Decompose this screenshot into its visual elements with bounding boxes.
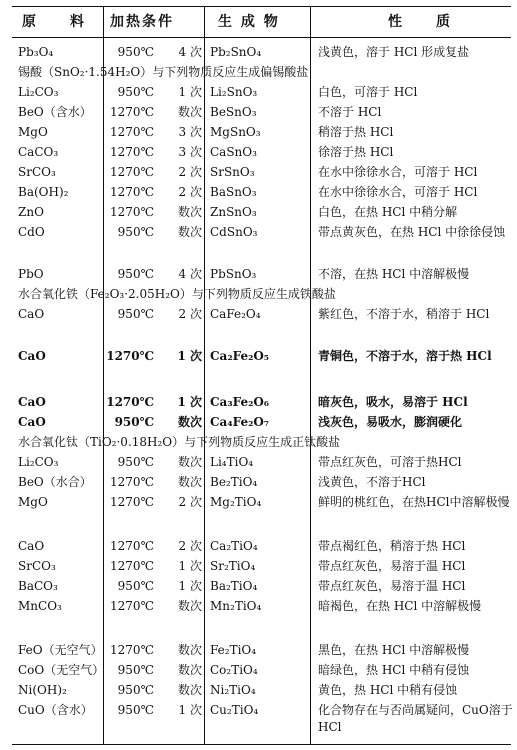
product-cell: Ba₂TiO₄: [210, 579, 258, 593]
times-cell: 数次: [177, 643, 202, 657]
section-heading: 锡酸（SnO₂·1.54H₂O）与下列物质反应生成偏锡酸盐: [18, 65, 309, 79]
temp-cell: 1270℃: [110, 559, 154, 573]
table-row: [0, 492, 517, 532]
table-row: [0, 452, 517, 472]
temp-cell: 950℃: [117, 703, 154, 717]
product-cell: BeSnO₃: [210, 105, 257, 119]
times-cell: 4 次: [178, 267, 202, 281]
material-cell: CoO（无空气）: [18, 663, 105, 677]
product-cell: CaFe₂O₄: [210, 307, 261, 321]
times-cell: 4 次: [178, 45, 202, 59]
product-cell: PbSnO₃: [210, 267, 257, 281]
product-cell: Li₄TiO₄: [210, 455, 254, 469]
temp-cell: 950℃: [117, 45, 154, 59]
product-cell: Ca₃Fe₂O₆: [210, 395, 270, 409]
property-cell: 不溶，在热 HCl 中溶解极慢: [318, 267, 470, 281]
product-cell: Ca₂TiO₄: [210, 539, 258, 553]
table-row: [0, 472, 517, 492]
material-cell: SrCO₃: [18, 165, 56, 179]
material-cell: CaO: [18, 395, 46, 409]
material-cell: BaCO₃: [18, 579, 58, 593]
header-material: 原 料: [22, 14, 86, 30]
property-cell: 黄色，热 HCl 中稍有侵蚀: [318, 683, 458, 697]
material-cell: CaO: [18, 415, 46, 429]
section-heading: 水合氧化铁（Fe₂O₃·2.05H₂O）与下列物质反应生成铁酸盐: [18, 287, 336, 301]
property-cell: 带点红灰色，易溶于温 HCl: [318, 559, 466, 573]
temp-cell: 1270℃: [110, 165, 154, 179]
temp-cell: 1270℃: [110, 599, 154, 613]
table-row: [0, 392, 517, 412]
temp-cell: 950℃: [114, 415, 154, 429]
property-cell: 紫红色，不溶于水，稍溶于 HCl: [318, 307, 490, 321]
temp-cell: 1270℃: [110, 475, 154, 489]
product-cell: Cu₂TiO₄: [210, 703, 259, 717]
times-cell: 1 次: [177, 349, 202, 363]
table-row: [0, 264, 517, 284]
table-row: [0, 536, 517, 556]
material-cell: PbO: [18, 267, 44, 281]
temp-cell: 1270℃: [110, 205, 154, 219]
material-cell: CaO: [18, 539, 45, 553]
material-cell: FeO（无空气）: [18, 643, 103, 657]
product-cell: MgSnO₃: [210, 125, 261, 139]
product-cell: BaSnO₃: [210, 185, 257, 199]
table-row: [0, 596, 517, 636]
times-cell: 1 次: [178, 85, 202, 99]
material-cell: SrCO₃: [18, 559, 56, 573]
property-cell: 带点黄灰色，在热 HCl 中徐徐侵蚀: [318, 225, 506, 239]
table-row: [0, 576, 517, 596]
property-cell: 黑色，在热 HCl 中溶解极慢: [318, 643, 470, 657]
top-rule: [12, 6, 511, 7]
material-cell: MnCO₃: [18, 599, 62, 613]
material-cell: MgO: [18, 495, 48, 509]
times-cell: 数次: [177, 475, 202, 489]
product-cell: CaSnO₃: [210, 145, 257, 159]
times-cell: 2 次: [178, 185, 202, 199]
temp-cell: 950℃: [117, 455, 154, 469]
temp-cell: 1270℃: [110, 643, 154, 657]
times-cell: 2 次: [178, 307, 202, 321]
material-cell: Ni(OH)₂: [18, 683, 67, 697]
table-row: [0, 182, 517, 202]
times-cell: 1 次: [178, 579, 202, 593]
table-row: [0, 304, 517, 344]
product-cell: SrSnO₃: [210, 165, 255, 179]
material-cell: Pb₃O₄: [18, 45, 54, 59]
table-row: [0, 122, 517, 142]
property-cell: 浅灰色，易吸水，膨润硬化: [318, 415, 463, 429]
product-cell: Co₂TiO₄: [210, 663, 258, 677]
product-cell: Mg₂TiO₄: [210, 495, 262, 509]
material-cell: CaO: [18, 349, 46, 363]
property-cell: 在水中徐徐水合，可溶于 HCl: [318, 165, 478, 179]
property-cell: 稍溶于热 HCl: [318, 125, 394, 139]
times-cell: 2 次: [178, 495, 202, 509]
property-cell: 暗绿色，热 HCl 中稍有侵蚀: [318, 663, 470, 677]
property-cell: 暗褐色，在热 HCl 中溶解极慢: [318, 599, 482, 613]
times-cell: 数次: [177, 599, 202, 613]
material-cell: Ba(OH)₂: [18, 185, 69, 199]
temp-cell: 1270℃: [110, 125, 154, 139]
table-row: [0, 102, 517, 122]
times-cell: 数次: [177, 105, 202, 119]
property-cell: 在水中徐徐水合，可溶于 HCl: [318, 185, 478, 199]
table-row: [0, 162, 517, 182]
table-row: [0, 222, 517, 262]
table-row: [0, 82, 517, 102]
property-cell: 白色，可溶于 HCl: [318, 85, 418, 99]
property-cell: 徐溶于热 HCl: [318, 145, 394, 159]
material-cell: CdO: [18, 225, 45, 239]
material-cell: BeO（含水）: [18, 105, 92, 119]
table-row: [0, 142, 517, 162]
property-cell: 带点褐红色，稍溶于热 HCl: [318, 539, 466, 553]
property-cell: 带点红灰色，易溶于温 HCl: [318, 579, 466, 593]
temp-cell: 1270℃: [110, 145, 154, 159]
bottom-rule: [12, 744, 511, 745]
temp-cell: 950℃: [117, 683, 154, 697]
temp-cell: 950℃: [117, 85, 154, 99]
times-cell: 3 次: [178, 125, 202, 139]
property-cell: 带点红灰色，可溶于热HCl: [318, 455, 462, 469]
material-cell: CaCO₃: [18, 145, 59, 159]
material-cell: CaO: [18, 307, 45, 321]
temp-cell: 1270℃: [110, 539, 154, 553]
property-cell: 化合物存在与否尚属疑问，CuO溶于HCl: [318, 703, 513, 734]
product-cell: Pb₂SnO₄: [210, 45, 262, 59]
times-cell: 数次: [177, 683, 202, 697]
temp-cell: 1270℃: [106, 395, 154, 409]
times-cell: 数次: [177, 663, 202, 677]
header-rule: [12, 37, 511, 38]
times-cell: 1 次: [178, 559, 202, 573]
product-cell: ZnSnO₃: [210, 205, 257, 219]
product-cell: Be₂TiO₄: [210, 475, 258, 489]
times-cell: 2 次: [178, 165, 202, 179]
product-cell: Mn₂TiO₄: [210, 599, 262, 613]
property-cell: 白色，在热 HCl 中稍分解: [318, 205, 458, 219]
times-cell: 数次: [177, 225, 202, 239]
table-row: [0, 202, 517, 222]
product-cell: Ca₂Fe₂O₅: [210, 349, 270, 363]
times-cell: 1 次: [177, 395, 202, 409]
property-cell: 青铜色，不溶于水，溶于热 HCl: [318, 349, 492, 363]
table-row: [0, 42, 517, 62]
table-row: [0, 346, 517, 386]
temp-cell: 1270℃: [110, 495, 154, 509]
product-cell: Li₂SnO₃: [210, 85, 258, 99]
times-cell: 数次: [177, 205, 202, 219]
material-cell: MgO: [18, 125, 48, 139]
times-cell: 1 次: [178, 703, 202, 717]
product-cell: Ca₄Fe₂O₇: [210, 415, 270, 429]
table-row: [0, 556, 517, 576]
material-cell: Li₂CO₃: [18, 85, 59, 99]
times-cell: 2 次: [178, 539, 202, 553]
temp-cell: 950℃: [117, 307, 154, 321]
header-heating: 加热条件: [110, 14, 174, 30]
header-product: 生 成 物: [218, 14, 280, 30]
product-cell: Fe₂TiO₄: [210, 643, 257, 657]
product-cell: CdSnO₃: [210, 225, 258, 239]
times-cell: 数次: [177, 415, 202, 429]
temp-cell: 1270℃: [110, 185, 154, 199]
table-row: [0, 660, 517, 680]
table-row: [0, 680, 517, 700]
product-cell: Ni₂TiO₄: [210, 683, 256, 697]
temp-cell: 950℃: [117, 579, 154, 593]
material-cell: BeO（水合）: [18, 475, 92, 489]
property-cell: 鲜明的桃红色，在热HCl中溶解极慢: [318, 495, 510, 509]
table-row: [0, 700, 517, 740]
times-cell: 数次: [177, 455, 202, 469]
temp-cell: 1270℃: [106, 349, 154, 363]
property-cell: 浅黄色，不溶于HCl: [318, 475, 426, 489]
times-cell: 3 次: [178, 145, 202, 159]
material-cell: ZnO: [18, 205, 44, 219]
temp-cell: 950℃: [117, 225, 154, 239]
product-cell: Sr₂TiO₄: [210, 559, 256, 573]
property-cell: 暗灰色，吸水，易溶于 HCl: [318, 395, 468, 409]
property-cell: 不溶于 HCl: [318, 105, 382, 119]
temp-cell: 950℃: [117, 663, 154, 677]
table-row: [0, 412, 517, 432]
temp-cell: 950℃: [117, 267, 154, 281]
property-cell: 浅黄色，溶于 HCl 形成复盐: [318, 45, 470, 59]
temp-cell: 1270℃: [110, 105, 154, 119]
table-row: [0, 640, 517, 660]
section-heading: 水合氧化钛（TiO₂·0.18H₂O）与下列物质反应生成正钛酸盐: [18, 435, 341, 449]
material-cell: Li₂CO₃: [18, 455, 59, 469]
header-property: 性 质: [388, 14, 452, 30]
material-cell: CuO（含水）: [18, 703, 93, 717]
